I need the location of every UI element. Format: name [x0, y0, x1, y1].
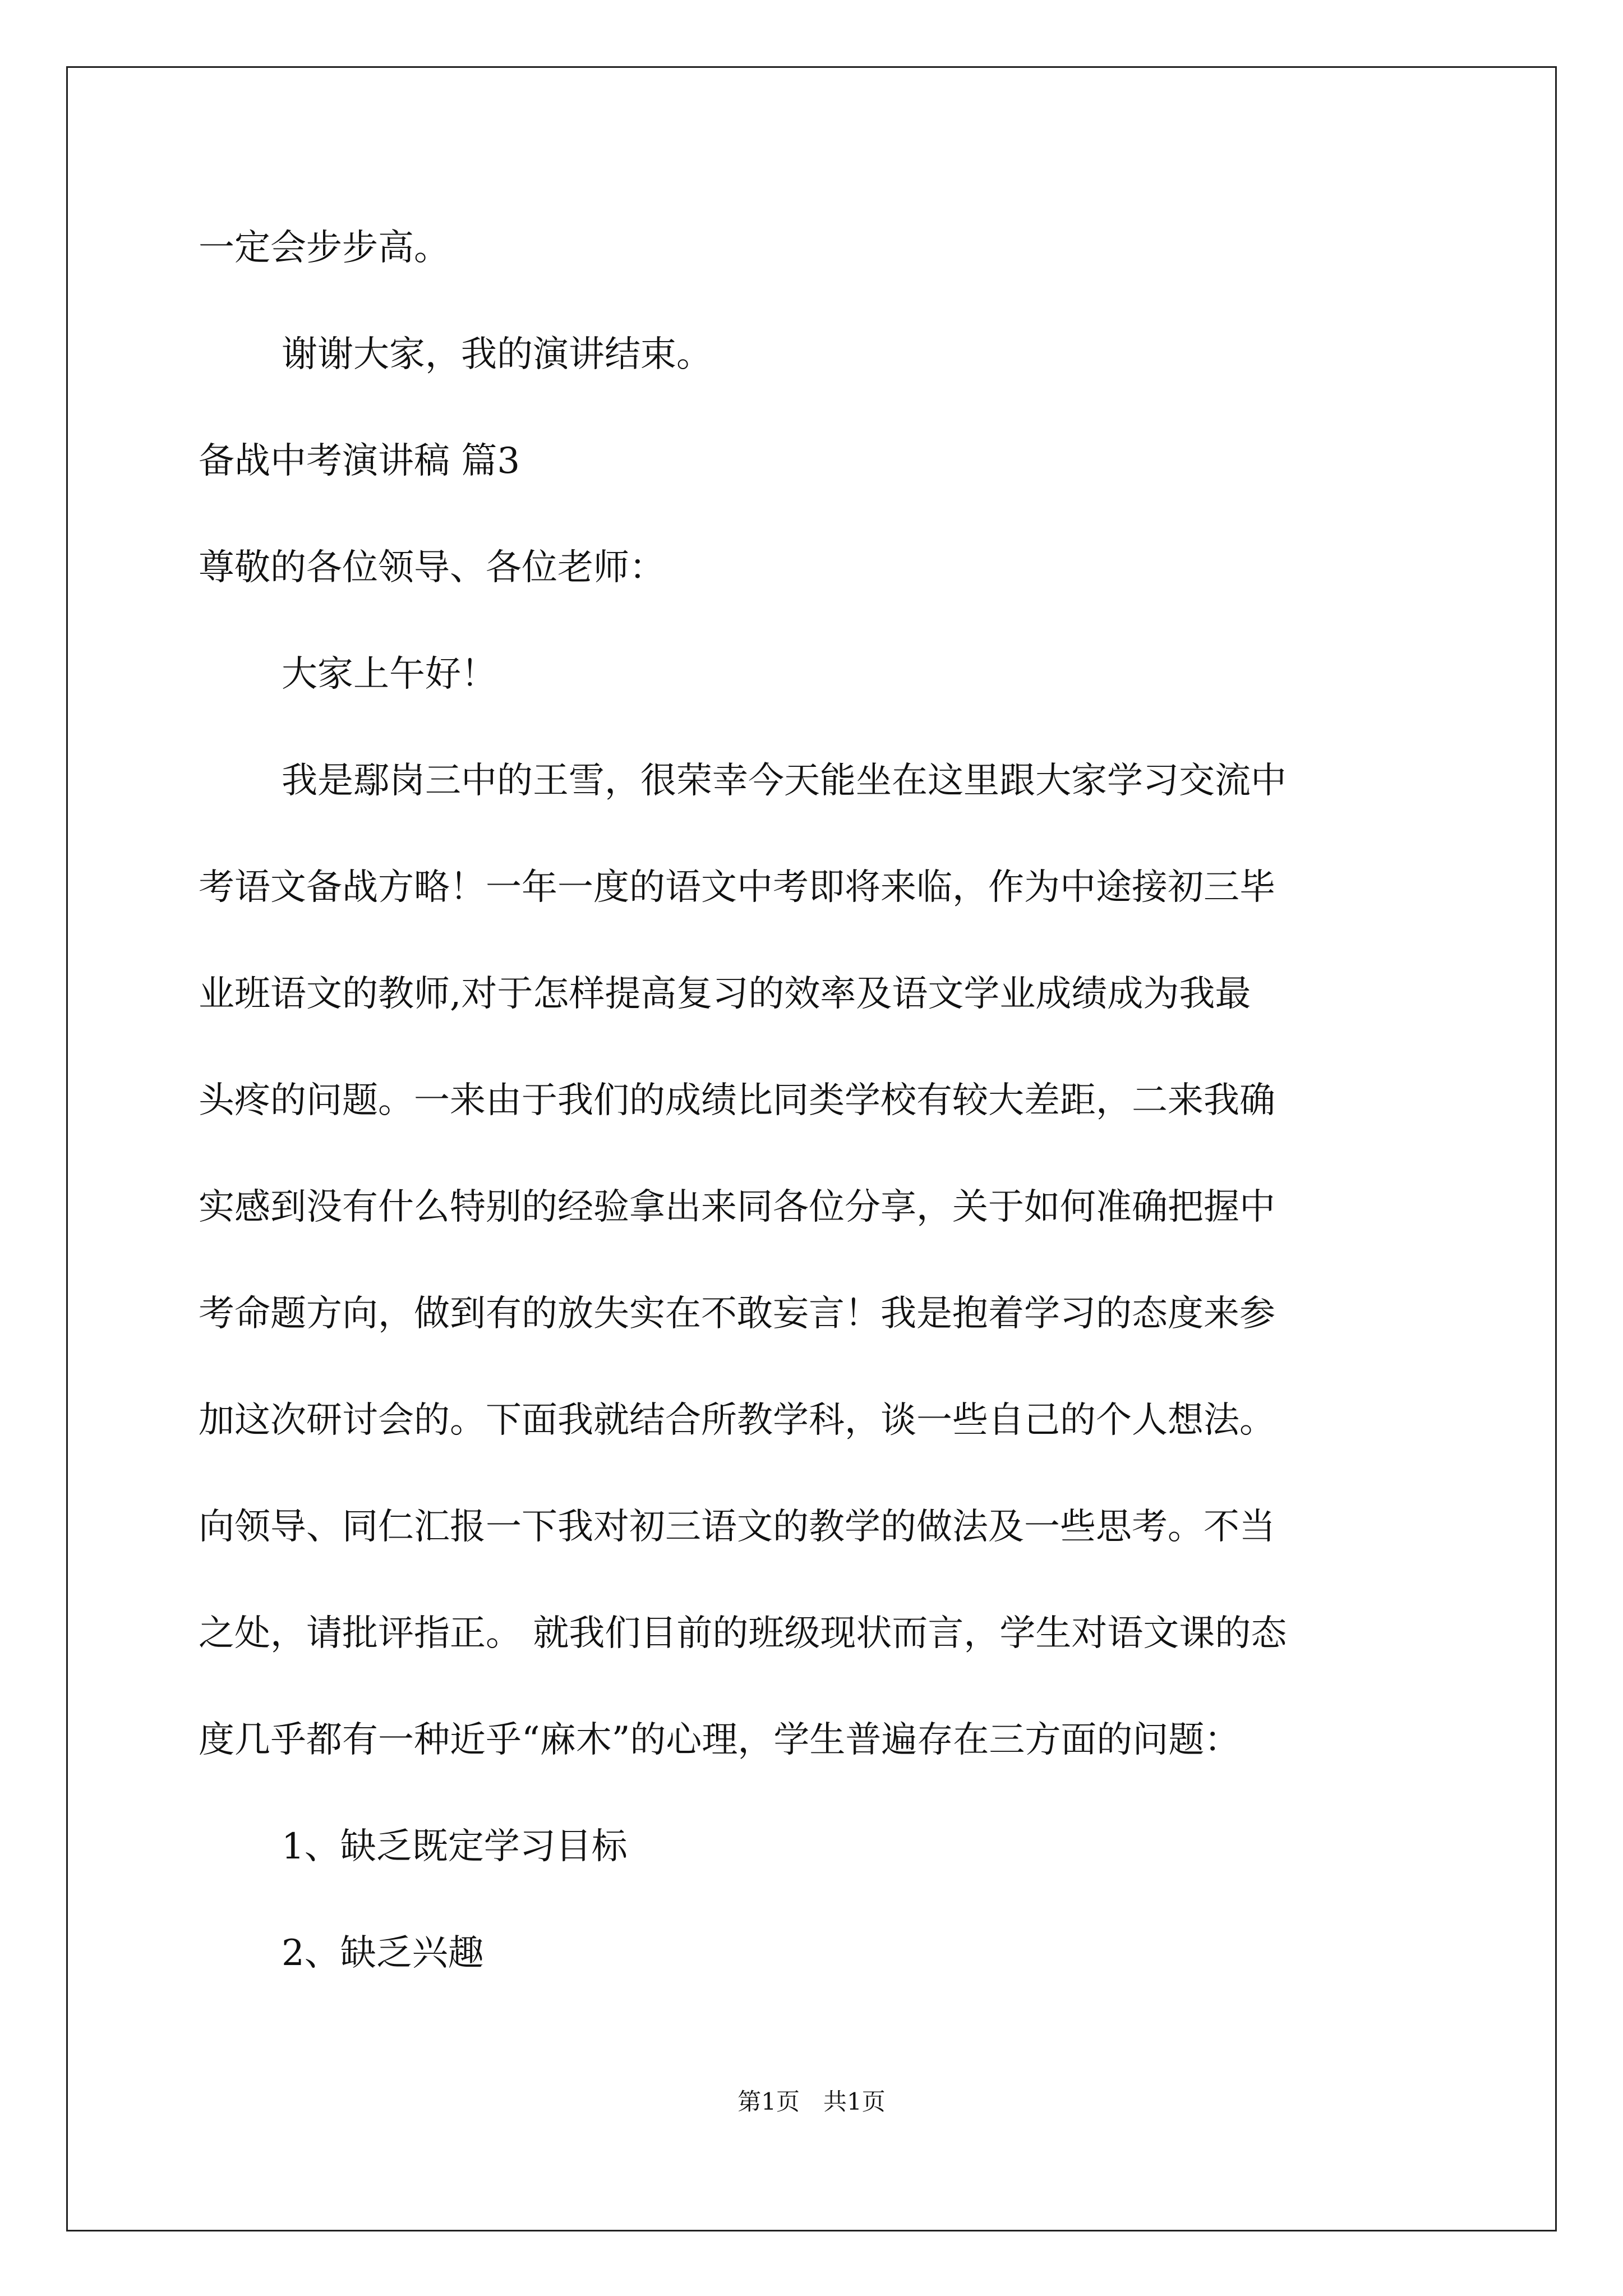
paragraph-line: 度几乎都有一种近乎“麻木”的心理，学生普遍存在三方面的问题：	[199, 1719, 1241, 1761]
paragraph-line: 考语文备战方略！一年一度的语文中考即将来临，作为中途接初三毕	[199, 867, 1275, 908]
paragraph-line: 向领导、同仁汇报一下我对初三语文的教学的做法及一些思考。不当	[199, 1506, 1275, 1548]
paragraph-line: 加这次研讨会的。下面我就结合所教学科，谈一些自己的个人想法。	[199, 1400, 1275, 1441]
paragraph-line: 头疼的问题。一来由于我们的成绩比同类学校有较大差距，二来我确	[199, 1080, 1275, 1121]
text-line-closing-fragment: 一定会步步高。	[199, 227, 450, 269]
list-item: 1、缺乏既定学习目标	[282, 1826, 628, 1867]
paragraph-line: 实感到没有什么特别的经验拿出来同各位分享，关于如何准确把握中	[199, 1186, 1275, 1228]
text-line-thanks: 谢谢大家，我的演讲结束。	[282, 334, 712, 375]
section-heading: 备战中考演讲稿 篇3	[199, 440, 520, 482]
greeting: 大家上午好！	[282, 654, 497, 695]
paragraph-line: 业班语文的教师,对于怎样提高复习的效率及语文学业成绩成为我最	[199, 973, 1251, 1015]
page-border	[66, 66, 1557, 2231]
salutation: 尊敬的各位领导、各位老师：	[199, 547, 665, 588]
paragraph-line: 之处，请批评指正。 就我们目前的班级现状而言，学生对语文课的态	[199, 1613, 1287, 1654]
paragraph-line: 考命题方向，做到有的放失实在不敢妄言！我是抱着学习的态度来参	[199, 1293, 1275, 1335]
paragraph-line: 我是鄢岗三中的王雪，很荣幸今天能坐在这里跟大家学习交流中	[282, 760, 1287, 802]
page-number-footer: 第1页 共1页	[737, 2088, 886, 2115]
list-item: 2、缺乏兴趣	[282, 1932, 484, 1974]
